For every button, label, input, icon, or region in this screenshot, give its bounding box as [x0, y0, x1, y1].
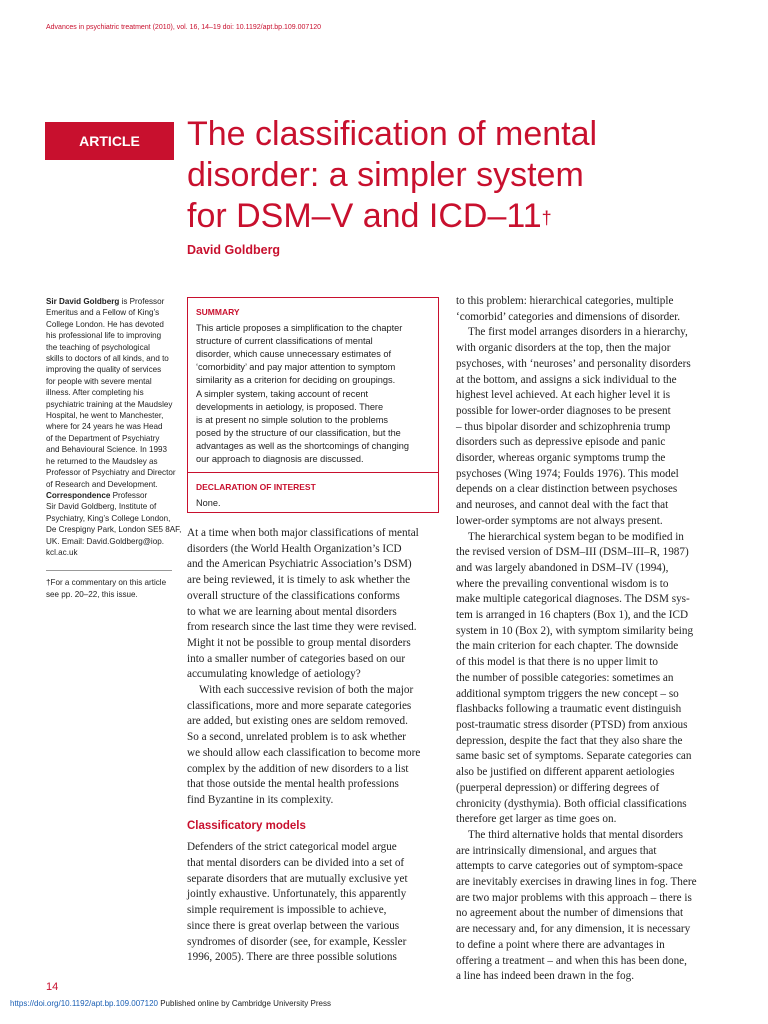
text-line: and was largely abandoned in DSM–IV (1994), [456, 561, 669, 574]
text-line: ‘comorbid’ categories and dimensions of disorder. [456, 310, 681, 323]
text-line: disorder, which cause unnecessary estimates of [196, 349, 392, 360]
text-line: of this model is that there is no upper limit to [456, 656, 658, 669]
text-line: So a second, unrelated problem is to ask whether [187, 731, 407, 744]
text-line: similarity as a criterion for deciding on groupings. [196, 375, 396, 386]
text-line: are being reviewed, it is timely to ask whether the [187, 574, 411, 587]
text-line: and neuroses, and cannot deal with the fact that [456, 499, 669, 512]
text-line: the number of possible categories: sometimes an [456, 671, 674, 684]
bio-text: his professional life to improving [46, 331, 162, 341]
text-line: 1996, 2005). There are three possible solutions [187, 951, 397, 964]
bio-text: improving the quality of services [46, 365, 162, 375]
bio-text: the teaching of psychological [46, 342, 150, 352]
bio-line [46, 399, 174, 410]
text-line: from research since the last time they were revised. [187, 621, 417, 634]
text-line: classifications, more and more separate categories [187, 699, 412, 712]
text-line: a line has indeed been drawn in the fog. [456, 970, 635, 983]
bio-text: where for 24 years he was Head [46, 422, 163, 432]
text-line: same basic set of symptoms. Separate categories can [456, 750, 692, 763]
text-line: find Byzantine in its complexity. [187, 793, 334, 806]
summary-divider [188, 472, 438, 473]
bio-line [46, 307, 174, 318]
bio-line [46, 490, 174, 501]
bio-line [46, 536, 174, 547]
summary-heading: SUMMARY [196, 307, 240, 317]
text-line: disorders such as depressive episode and panic [456, 436, 666, 449]
text-line: are necessary and, for any dimension, it is necessary [456, 923, 691, 936]
text-line: complex by the addition of new disorders to a list [187, 762, 409, 775]
body-column-left [187, 526, 439, 966]
text-line: structure of current classifications of mental [196, 336, 373, 347]
footnote-line: see pp. 20–22, this issue. [46, 589, 138, 599]
text-line: The first model arranges disorders in a hierarchy, [468, 326, 688, 339]
title-line-1: The classification of mental [187, 115, 598, 153]
bio-text: psychiatric training at the Maudsley [46, 399, 173, 409]
text-line: and the American Psychiatric Association’s DSM) [187, 558, 412, 571]
text-line: (puerperal depression) or differing degrees of [456, 781, 660, 794]
text-line: to define a point where there are advantages in [456, 938, 665, 951]
paragraph [456, 530, 712, 828]
paragraph [456, 294, 712, 325]
bio-text: College London. He has devoted [46, 319, 164, 329]
text-line: A simpler system, taking account of recent [196, 388, 369, 399]
text-line: since there is great overlap between the various [187, 919, 400, 932]
bio-text: Professor of Psychiatry and Director [46, 468, 176, 478]
text-line: are inevitably exercises in drawing lines in fog. There [456, 876, 697, 889]
paragraph [187, 840, 439, 966]
text-line: therefore get larger as time goes on. [456, 813, 617, 826]
summary-box [187, 297, 439, 513]
bio-line [46, 501, 174, 512]
text-line: offering a treatment – and when this has been done, [456, 954, 687, 967]
text-line: chronicity (dysthymia). Both official classifications [456, 797, 687, 810]
text-line: psychoses, with ‘neuroses’ and personality disorders [456, 357, 691, 370]
bio-text: kcl.ac.uk [46, 547, 78, 557]
text-line: that those outside the mental health professions [187, 778, 399, 791]
footer-text: Published online by Cambridge University Press [157, 999, 331, 1008]
sidebar-divider [46, 570, 172, 571]
text-line: to what we are learning about mental disorders [187, 605, 397, 618]
bio-text: illness. After completing his [46, 388, 144, 398]
bio-line [46, 296, 174, 307]
text-line: psychoses (Wing 1974; Foulds 1976). This model [456, 467, 679, 480]
paragraph [456, 325, 712, 529]
footer [10, 999, 331, 1008]
bio-line [46, 353, 174, 364]
text-line: developments in aetiology, is proposed. There [196, 401, 384, 412]
bio-line [46, 364, 174, 375]
bio-line [46, 456, 174, 467]
author-name: David Goldberg [187, 243, 281, 257]
text-line: disorder, whereas organic symptoms trump the [456, 452, 666, 465]
text-line: at the bottom, and assigns a sick individual to the [456, 373, 677, 386]
bio-line [46, 330, 174, 341]
text-line: Might it not be possible to group mental disorders [187, 636, 411, 649]
text-line: separate disorders that are mutually exclusive yet [187, 872, 408, 885]
text-line: The third alternative holds that mental disorders [468, 828, 683, 841]
bio-text: De Crespigny Park, London SE5 8AF, [46, 525, 182, 535]
text-line: simple requirement is impossible to achieve, [187, 904, 387, 917]
title-line-3 [187, 196, 687, 237]
text-line: depression, despite the fact that they also share the [456, 734, 683, 747]
text-line: overall structure of the classifications conforms [187, 589, 400, 602]
article-title [187, 114, 687, 237]
bio-line [46, 467, 174, 478]
running-head: Advances in psychiatric treatment (2010), vol. 16, 14–19 doi: 10.1192/apt.bp.109.007120 [46, 24, 321, 31]
bio-line [46, 524, 182, 535]
text-line: make multiple categorical diagnoses. The DSM sys- [456, 593, 690, 606]
text-line: flashbacks following a traumatic event distinguish [456, 703, 682, 716]
text-line: possible for lower-order diagnoses to be present [456, 404, 671, 417]
bio-line [46, 444, 174, 455]
text-line: into a smaller number of categories based on our [187, 652, 406, 665]
declaration-text: None. [196, 498, 221, 509]
text-line: our approach to diagnosis are discussed. [196, 454, 364, 465]
text-line: additional symptom triggers the new concept – so [456, 687, 679, 700]
text-line: system in 10 (Box 2), with symptom similarity being [456, 624, 694, 637]
text-line: is at present no simple solution to the problems [196, 414, 389, 425]
bio-text: skills to doctors of all kinds, and to [46, 354, 169, 364]
bio-line [46, 387, 174, 398]
text-line: also be justified on different apparent aetiologies [456, 766, 675, 779]
bio-text: of the Department of Psychiatry [46, 433, 160, 443]
text-line: disorders (the World Health Organization’s ICD [187, 542, 402, 555]
bio-line [46, 547, 174, 558]
body-column-right [456, 294, 712, 985]
bio-bold: Correspondence [46, 490, 111, 500]
text-line: are two major problems with this approach – there is [456, 891, 692, 904]
text-line: – thus bipolar disorder and schizophrenia trump [456, 420, 671, 433]
text-line: advantages as well as the shortcomings of changing [196, 440, 409, 451]
text-line: post-traumatic stress disorder (PTSD) from anxious [456, 718, 688, 731]
text-line: This article proposes a simplification to the chapter [196, 323, 403, 334]
commentary-footnote [46, 577, 174, 600]
bio-line [46, 513, 174, 524]
text-line: syndromes of disorder (see, for example, Kessler [187, 935, 407, 948]
bio-line [46, 410, 174, 421]
text-line: At a time when both major classifications of mental [187, 527, 419, 539]
bio-bold: Sir David Goldberg [46, 297, 120, 306]
text-line: the revised version of DSM–III (DSM–III–R, 1987) [456, 546, 689, 559]
text-line: are intrinsically dimensional, and argues that [456, 844, 657, 857]
bio-text: of Research and Development. [46, 479, 158, 489]
bio-text: and Behavioural Science. In 1993 [46, 445, 168, 455]
page-number: 14 [46, 981, 59, 993]
text-line: jointly exhaustive. Unfortunately, this apparently [187, 888, 407, 901]
bio-text: he returned to the Maudsley as [46, 456, 158, 466]
text-line: we should allow each classification to become more [187, 746, 421, 759]
bio-text: UK. Email: David.Goldberg@iop. [46, 536, 164, 546]
text-line: with organic disorders at the top, then the major [456, 342, 671, 355]
text-line: tem is arranged in 16 chapters (Box 1), and the ICD [456, 609, 689, 622]
text-line: highest level achieved. At each higher level it is [456, 389, 671, 402]
author-bio [46, 296, 182, 558]
bio-text: Professor [110, 490, 148, 500]
article-type-label: ARTICLE [45, 122, 174, 160]
paragraph [187, 526, 439, 683]
bio-text: Emeritus and a Fellow of King’s [46, 308, 160, 318]
text-line: With each successive revision of both the major [199, 684, 414, 697]
footnote-line: †For a commentary on this article [46, 578, 167, 588]
bio-text: Sir David Goldberg, Institute of [46, 502, 157, 512]
text-line: posed by the structure of our classification, but the [196, 427, 401, 438]
text-line: depends on a clear distinction between psychoses [456, 483, 678, 496]
bio-line [46, 479, 174, 490]
text-line: that mental disorders can be divided into a set of [187, 857, 405, 870]
text-line: lower-order symptoms are not always present. [456, 514, 663, 527]
text-line: accumulating knowledge of aetiology? [187, 668, 361, 681]
text-line: Defenders of the strict categorical model argue [187, 841, 397, 854]
doi-link[interactable]: https://doi.org/10.1192/apt.bp.109.007120 [10, 999, 158, 1008]
text-line: The hierarchical system began to be modified in [468, 530, 684, 543]
bio-line [46, 342, 174, 353]
text-line: the main criterion for each chapter. The downside [456, 640, 679, 653]
bio-text: Hospital, he went to Manchester, [46, 411, 164, 421]
bio-line [46, 319, 174, 330]
bio-line [46, 376, 174, 387]
author-sidebar [46, 296, 182, 600]
title-line-3-text: for DSM–V and ICD–11 [187, 197, 542, 235]
text-line: where the prevailing conventional wisdom is to [456, 577, 669, 590]
bio-text: is Professor [119, 297, 165, 306]
dagger-mark: † [541, 208, 552, 228]
text-line: to this problem: hierarchical categories, multiple [456, 295, 674, 307]
text-line: are added, but existing ones are seldom removed. [187, 715, 408, 728]
text-line: no agreement about the number of dimensions that [456, 907, 684, 920]
bio-text: for people with severe mental [46, 376, 152, 386]
paragraph [456, 828, 712, 985]
title-line-2: disorder: a simpler system [187, 156, 584, 194]
bio-line [46, 433, 174, 444]
declaration-heading: DECLARATION OF INTEREST [196, 482, 316, 493]
text-line: ‘comorbidity’ and pay major attention to symptom [196, 362, 396, 373]
summary-text [196, 322, 430, 466]
bio-line [46, 421, 174, 432]
text-line: attempts to carve categories out of symptom-space [456, 860, 683, 873]
section-heading: Classificatory models [187, 819, 306, 832]
bio-text: Psychiatry, King’s College London, [46, 513, 171, 523]
paragraph [187, 683, 439, 809]
